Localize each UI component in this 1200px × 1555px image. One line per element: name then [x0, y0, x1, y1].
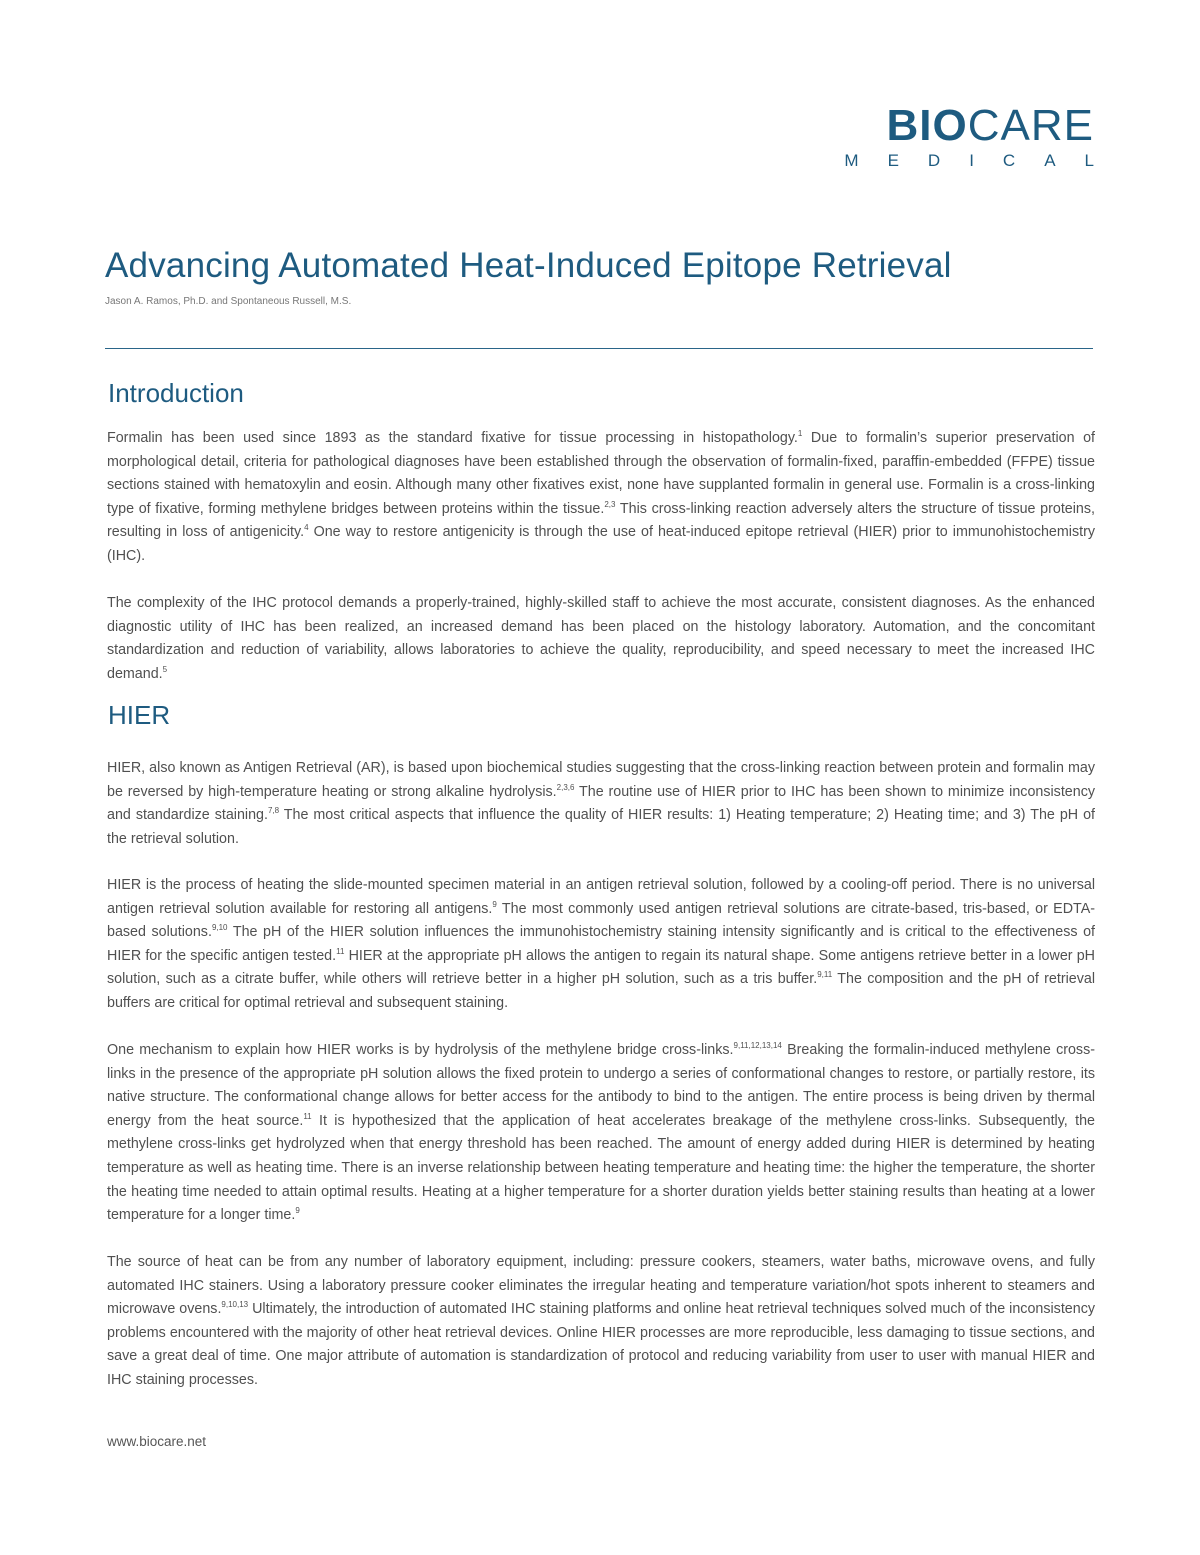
logo-care: CARE [967, 101, 1094, 150]
citation-superscript: 2,3 [604, 499, 616, 509]
citation-superscript: 2,3,6 [556, 782, 575, 792]
logo-subtitle: MEDICAL [844, 151, 1123, 170]
biocare-medical-logo [844, 101, 1123, 171]
citation-superscript: 11 [336, 946, 345, 956]
citation-superscript: 9,11,12,13,14 [733, 1041, 782, 1050]
citation-superscript: 4 [304, 523, 309, 533]
section-heading-introduction: Introduction [108, 378, 244, 408]
document-authors: Jason A. Ramos, Ph.D. and Spontaneous Russell, M.S. [105, 296, 352, 307]
paragraph-intro-1: Formalin has been used since 1893 as the standard fixative for tissue processing in histopathology.$^1$ Due to formalin’s superior preservation of morphological detail, criteria for pathological diagnoses have been established through the observation of formalin-fixed, paraffin-embedded (FFPE) tissue sections stained with hematoxylin and eosin. Although many other fixatives exist, none have supplanted formalin in general use. Formalin is a cross-linking type of fixative, forming methylene bridges between proteins within the tissue.$^{2,3}$ This cross-linking reaction adversely alters the structure of tissue proteins, resulting in loss of antigenicity.$^4$ One way to restore antigenicity is through the use of heat-induced epitope retrieval (HIER) prior to immunohistochemistry (IHC). [107, 429, 1096, 564]
footer-website: www.biocare.net [107, 1434, 207, 1449]
logo-wordmark [844, 101, 1094, 150]
paragraph-hier-2: HIER is the process of heating the slide-mounted specimen material in an antigen retrieval solution, followed by a cooling-off period. There is no universal antigen retrieval solution available for restoring all antigens.$^9$ The most commonly used antigen retrieval solutions are citrate-based, tris-based, or EDTA-based solutions.$^{9,10}$ The pH of the HIER solution influences the immunohistochemistry staining intensity significantly and is critical to the effectiveness of HIER for the specific antigen tested.$^{11}$ HIER at the appropriate pH allows the antigen to regain its natural shape. Some antigens retrieve better in a lower pH solution, such as a citrate buffer, while others will retrieve better in a higher pH solution, such as a tris buffer.$^{9,11}$ The composition and the pH of retrieval buffers are critical for optimal retrieval and subsequent staining. [107, 877, 1096, 1011]
citation-superscript: 7,8 [267, 806, 280, 816]
citation-superscript: 1 [797, 429, 803, 438]
document-title: Advancing Automated Heat-Induced Epitope Retrieval [105, 246, 952, 285]
paragraph-hier-1: HIER, also known as Antigen Retrieval (AR), is based upon biochemical studies suggesting that the cross-linking reaction between protein and formalin may be reversed by high-temperature heating or strong alkaline hydrolysis.$^{2,3,6}$ The routine use of HIER prior to IHC has been shown to minimize inconsistency and standardize staining.$^{7,8}$ The most critical aspects that influence the quality of HIER results: 1) Heating temperature; 2) Heating time; and 3) The pH of the retrieval solution. [107, 760, 1095, 847]
citation-superscript: 9 [295, 1206, 300, 1216]
section-heading-hier: HIER [108, 700, 171, 730]
title-divider [105, 348, 1093, 349]
citation-superscript: 9 [492, 899, 497, 909]
paragraph-hier-4: The source of heat can be from any number of laboratory equipment, including: pressure cookers, steamers, water baths, microwave ovens, and fully automated IHC stainers. Using a laboratory pressure cooker eliminates the irregular heating and temperature variation/hot spots inherent to steamers and microwave ovens.$^{9,10,13}$ Ultimately, the introduction of automated IHC staining platforms and online heat retrieval techniques solved much of the inconsistency problems encountered with the majority of other heat retrieval devices. Online HIER processes are more reproducible, less damaging to tissue sections, and save a great deal of time. One major attribute of automation is standardization of protocol and reducing variability from user to user with manual HIER and IHC staining processes. [107, 1254, 1096, 1388]
logo-bio: BIO [886, 101, 968, 150]
paragraph-hier-3: One mechanism to explain how HIER works is by hydrolysis of the methylene bridge cross-links.$^{9,11,12,13,14}$ Breaking the formalin-induced methylene cross-links in the presence of the appropriate pH solution allows the fixed protein to undergo a series of conformational changes to restore, or partially restore, its native structure. The conformational change allows for better access for the antibody to bind to the antigen. The entire process is being driven by thermal energy from the heat source.$^{11}$ It is hypothesized that the application of heat accelerates breakage of the methylene cross-links. Subsequently, the methylene cross-links get hydrolyzed when that energy threshold has been reached. The amount of energy added during HIER is determined by heating temperature as well as heating time. There is an inverse relationship between heating temperature and heating time: the higher the temperature, the shorter the heating time needed to attain optimal results. Heating at a higher temperature for a shorter duration yields better staining results than heating at a lower temperature for a longer time.$^9$ [107, 1041, 1096, 1224]
citation-superscript: 9,10 [211, 923, 228, 933]
citation-superscript: 9,11 [817, 970, 833, 980]
citation-superscript: 11 [303, 1111, 312, 1121]
citation-superscript: 9,10,13 [221, 1300, 249, 1310]
citation-superscript: 5 [162, 664, 168, 674]
paragraph-intro-2: The complexity of the IHC protocol demands a properly-trained, highly-skilled staff to achieve the most accurate, consistent diagnoses. As the enhanced diagnostic utility of IHC has been realized, an increased demand has been placed on the histology laboratory. Automation, and the concomitant standardization and reduction of variability, allows laboratories to achieve the quality, reproducibility, and speed necessary to meet the increased IHC demand.$^5$ [107, 595, 1095, 682]
